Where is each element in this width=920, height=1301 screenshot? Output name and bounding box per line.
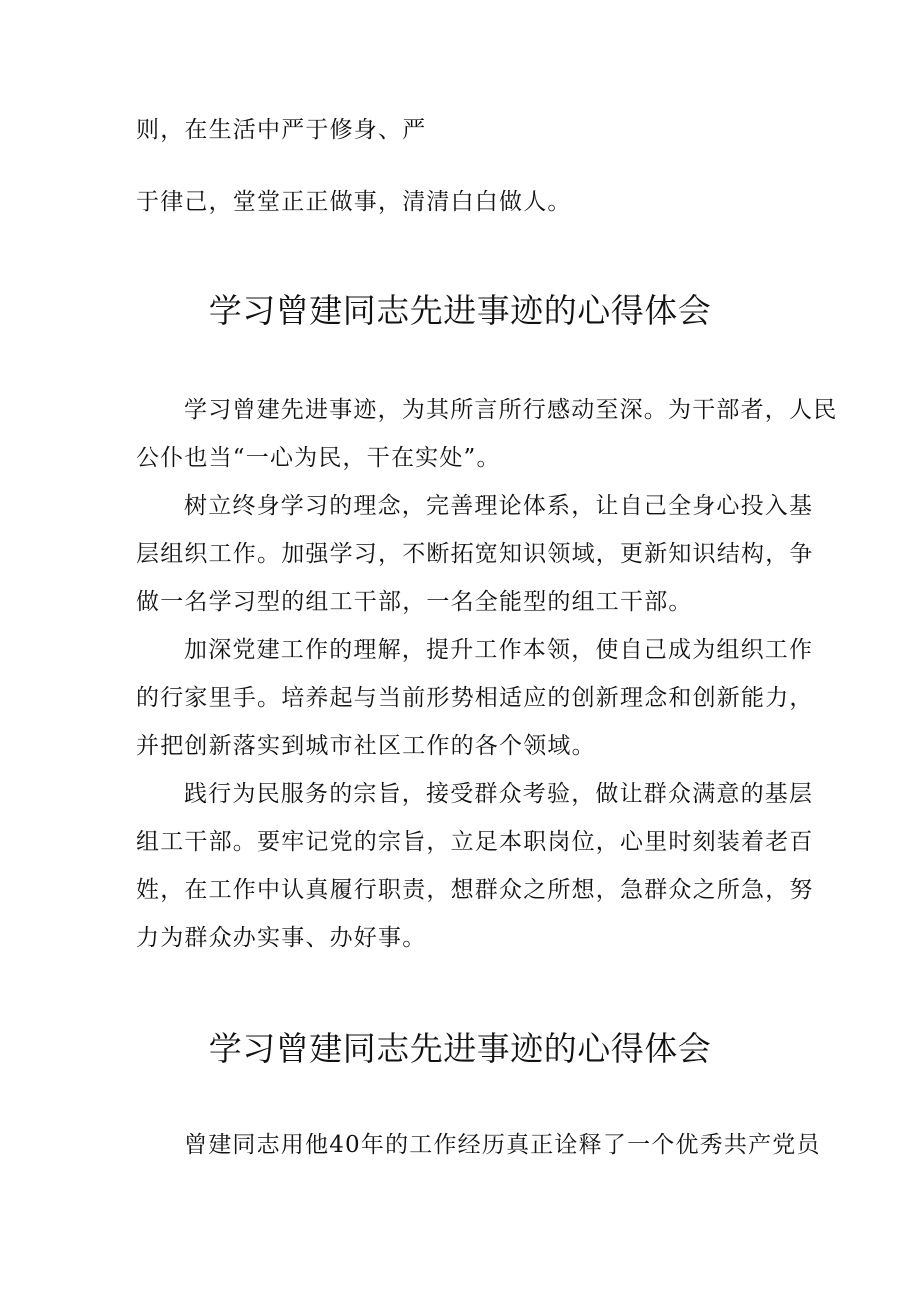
paragraph-line: 组工干部。要牢记党的宗旨，立足本职岗位，心里时刻装着老百 [136, 829, 814, 855]
paragraph-line: 姓，在工作中认真履行职责，想群众之所想，急群众之所急，努 [136, 877, 814, 903]
paragraph-line: 公仆也当“一心为民，干在实处”。 [136, 445, 501, 471]
paragraph-line: 践行为民服务的宗旨，接受群众考验，做让群众满意的基层 [184, 781, 814, 807]
paragraph-line: 树立终身学习的理念，完善理论体系，让自己全身心投入基 [184, 493, 814, 519]
paragraph-line: 并把创新落实到城市社区工作的各个领域。 [136, 733, 596, 759]
paragraph-line: 学习曾建先进事迹，为其所言所行感动至深。为干部者，人民 [184, 397, 838, 423]
paragraph-line: 加深党建工作的理解，提升工作本领，使自己成为组织工作 [184, 637, 814, 663]
section-title: 学习曾建同志先进事迹的心得体会 [208, 1029, 712, 1068]
paragraph-line: 层组织工作。加强学习，不断拓宽知识领域，更新知识结构，争 [136, 541, 814, 567]
paragraph-line: 的行家里手。培养起与当前形势相适应的创新理念和创新能力， [136, 685, 814, 711]
paragraph-line: 于律己，堂堂正正做事，清清白白做人。 [136, 189, 572, 215]
paragraph-line: 则，在生活中严于修身、严 [136, 117, 427, 143]
paragraph-line: 力为群众办实事、办好事。 [136, 925, 427, 951]
paragraph-line: 做一名学习型的组工干部，一名全能型的组工干部。 [136, 589, 693, 615]
section-title: 学习曾建同志先进事迹的心得体会 [208, 291, 712, 330]
paragraph-line: 曾建同志用他40年的工作经历真正诠释了一个优秀共产党员 [184, 1132, 821, 1158]
